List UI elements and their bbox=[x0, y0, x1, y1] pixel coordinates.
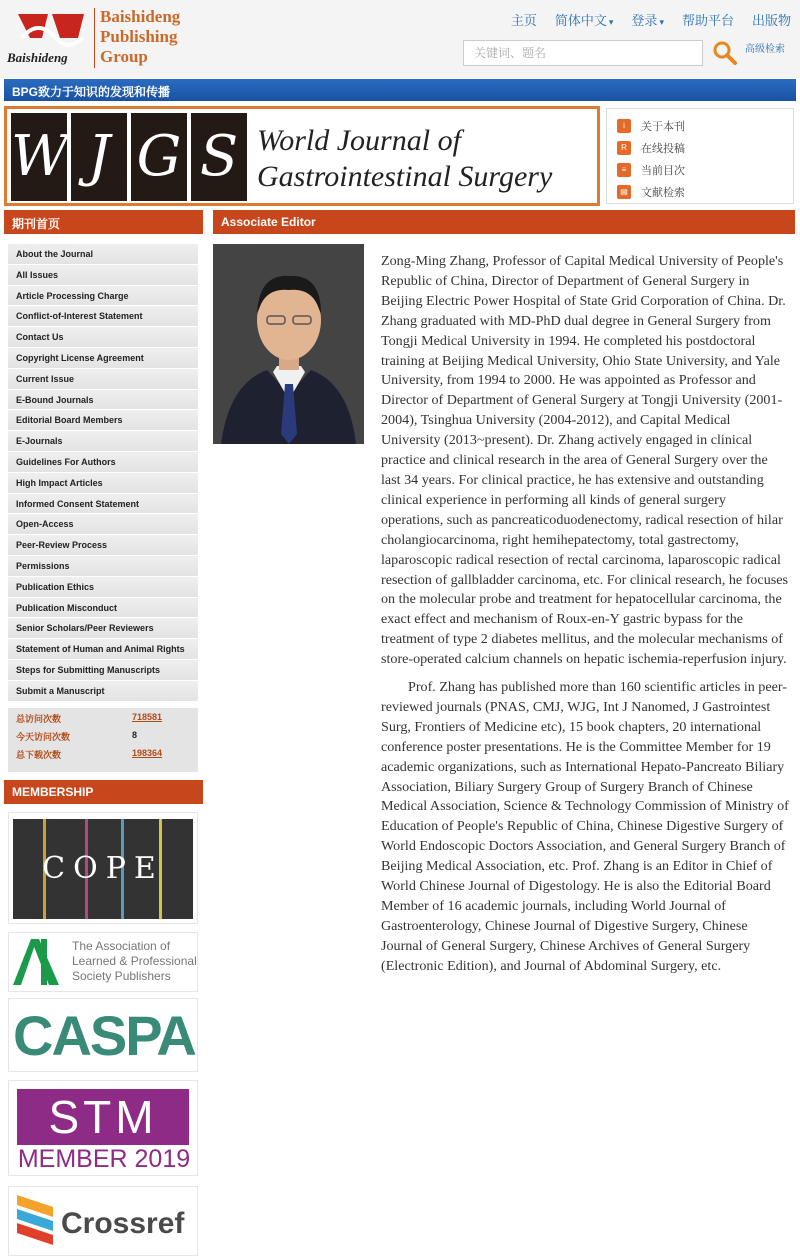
quick-link-label: 在线投稿 bbox=[641, 143, 685, 155]
sidebar-item[interactable]: Contact Us bbox=[8, 327, 198, 348]
stm-member-year: MEMBER 2019 bbox=[17, 1145, 191, 1173]
publisher-name-line: Publishing bbox=[100, 27, 178, 46]
quick-link-contents[interactable] bbox=[617, 159, 783, 181]
caspa-text: CASPA bbox=[13, 1004, 195, 1067]
editor-portrait-icon bbox=[213, 244, 364, 444]
nav-home[interactable] bbox=[511, 10, 537, 29]
publisher-name-line: Group bbox=[100, 47, 148, 66]
visit-stats bbox=[8, 708, 198, 772]
journal-title bbox=[257, 123, 552, 195]
sidebar-item[interactable]: Steps for Submitting Manuscripts bbox=[8, 660, 198, 681]
stat-value[interactable]: 718581 bbox=[132, 712, 163, 722]
alpsp-logo[interactable] bbox=[8, 932, 198, 992]
editor-photo bbox=[213, 244, 364, 444]
stat-label: 今天访问次数 bbox=[16, 732, 71, 742]
crossref-mark-icon bbox=[13, 1195, 57, 1249]
search-icon[interactable] bbox=[712, 40, 738, 66]
quick-link-about[interactable] bbox=[617, 115, 783, 137]
top-nav bbox=[502, 10, 800, 29]
membership-header: MEMBERSHIP bbox=[4, 780, 203, 804]
journal-title-line1: World Journal of bbox=[257, 124, 461, 157]
alpsp-text bbox=[72, 939, 197, 984]
info-icon: i bbox=[617, 119, 631, 133]
logo-wordmark: Baishideng bbox=[7, 50, 68, 65]
quick-link-label: 关于本刊 bbox=[641, 121, 685, 133]
sidebar-item[interactable]: Peer-Review Process bbox=[8, 535, 198, 556]
sidebar-item[interactable]: Senior Scholars/Peer Reviewers bbox=[8, 618, 198, 639]
sidebar-item[interactable]: Submit a Manuscript bbox=[8, 681, 198, 702]
banner-letter: G bbox=[131, 113, 187, 201]
main-header: Associate Editor bbox=[213, 210, 795, 234]
banner-letter: J bbox=[71, 113, 127, 201]
stat-value[interactable]: 198364 bbox=[132, 748, 163, 758]
cope-logo[interactable] bbox=[8, 812, 198, 924]
crossref-text: Crossref bbox=[61, 1207, 185, 1240]
journal-quick-links bbox=[606, 108, 794, 204]
sidebar-item[interactable]: E-Bound Journals bbox=[8, 390, 198, 411]
sidebar-item[interactable]: E-Journals bbox=[8, 431, 198, 452]
sidebar-item[interactable]: Copyright License Agreement bbox=[8, 348, 198, 369]
nav-label: 登录 bbox=[631, 13, 658, 28]
bio-paragraph: Prof. Zhang has published more than 160 scientific articles in peer-reviewed journals (PNAS, CMJ, WJG, Int J Nanomed, J Gastrointest Surg, Frontiers of Medicine etc), 15 book chapters, 20 international conference poster presentations. He is the Committee Member for 19 academic organizations, such as International Hepato-Pancreato Biliary Association, Biliary Surgery Group of Surgery Branch of Chinese Medical Association, Science & Technology Commission of Ministry of Education of People's Republic of China, Chinese Digestive Surgery of World Endoscopic Doctors Association, and General Surgery Branch of Beijing Medical Association, etc. Prof. Zhang is an Editor in Chief of World Chinese Journal of Digestology. He is also the Editorial Board Member of 16 academic journals, including World Journal of Gastroenterology, Chinese Journal of Digestive Surgery, Chinese Journal of General Surgery, Chinese Archives of General Surgery (Electronic Edition), and Journal of Abdominal Surgery, etc. bbox=[381, 679, 789, 974]
caspa-logo[interactable] bbox=[8, 998, 198, 1072]
publisher-name-line: Baishideng bbox=[100, 7, 181, 26]
nav-publications[interactable] bbox=[752, 10, 791, 29]
nav-label: 简体中文 bbox=[554, 13, 607, 28]
sidebar-item[interactable]: All Issues bbox=[8, 265, 198, 286]
editor-bio bbox=[381, 252, 789, 985]
quick-link-search[interactable] bbox=[617, 181, 783, 203]
alpsp-mark-icon bbox=[13, 939, 63, 985]
stat-row bbox=[16, 748, 190, 766]
cope-text: COPE bbox=[42, 851, 164, 886]
quick-link-label: 当前目次 bbox=[641, 165, 685, 177]
sidebar-item[interactable]: Open-Access bbox=[8, 514, 198, 535]
journal-title-line2: Gastrointestinal Surgery bbox=[257, 160, 553, 193]
search-input[interactable] bbox=[463, 40, 703, 66]
sidebar-item[interactable]: Article Processing Charge bbox=[8, 286, 198, 307]
bio-paragraph: Zong-Ming Zhang, Professor of Capital Medical University of People's Republic of China, Director of Department of General Surgery in Beijing Electric Power Hospital of State Grid Corporation of China. Dr. Zhang graduated with MD-PhD dual degree in General Surgery from Tongji Medical University in 1994. He completed his postdoctoral training at Beijing Medical University, Ohio State University, and Yale University, from 1994 to 2000. He was appointed as Professor and Director of Department of General Surgery at Tongji University (2001-2004), Tsinghua University (2004-2012), and Capital Medical University (2013~present). Dr. Zhang actively engaged in clinical practice and clinical research in the area of General Surgery over the last 34 years. For clinical practice, he has extensive and outstanding clinical experience in performing all kinds of general surgery operations, such as pancreaticoduodenectomy, radical resection of hilar cholangiocarcinoma, right hemihepatectomy, total gastrectomy, laparoscopic radical resection of rectal carcinoma, laparoscopic radical resection of gallbladder carcinoma, etc. For clinical research, he focuses on the molecular probe and treatment for hepatocellular carcinoma, the exact effect and mechanism of Roux-en-Y gastric bypass for the treatment of type 2 diabetes mellitus, and the molecular mechanisms of store-operated calcium channels on hepatic ischemia-reperfusion injury. bbox=[381, 253, 788, 668]
alpsp-line: Learned & Professional bbox=[72, 954, 197, 968]
banner-letter: W bbox=[11, 113, 67, 201]
stat-row bbox=[16, 712, 190, 730]
sidebar-item[interactable]: Statement of Human and Animal Rights bbox=[8, 639, 198, 660]
nav-login[interactable] bbox=[631, 10, 664, 29]
sidebar-item[interactable]: Permissions bbox=[8, 556, 198, 577]
crossref-logo[interactable] bbox=[8, 1186, 198, 1256]
contents-icon: ≡ bbox=[617, 163, 631, 177]
stat-value: 8 bbox=[132, 730, 138, 740]
caret-down-icon: ▾ bbox=[659, 17, 664, 27]
sidebar-item[interactable]: High Impact Articles bbox=[8, 473, 198, 494]
journal-banner[interactable] bbox=[4, 106, 600, 206]
site-header bbox=[0, 0, 800, 78]
stat-label: 总访问次数 bbox=[16, 714, 62, 724]
nav-label: 主页 bbox=[510, 13, 537, 28]
stm-text: STM bbox=[17, 1089, 189, 1145]
banner-letter: S bbox=[191, 113, 247, 201]
logo-divider bbox=[94, 8, 95, 68]
sidebar-header: 期刊首页 bbox=[4, 210, 203, 234]
submit-icon: R bbox=[617, 141, 631, 155]
stm-logo[interactable] bbox=[8, 1080, 198, 1176]
alpsp-line: The Association of bbox=[72, 939, 171, 953]
alpsp-line: Society Publishers bbox=[72, 969, 171, 983]
publisher-name[interactable] bbox=[100, 7, 180, 67]
sidebar-item[interactable]: About the Journal bbox=[8, 244, 198, 265]
caret-down-icon: ▾ bbox=[608, 17, 614, 27]
sidebar-item[interactable]: Conflict-of-Interest Statement bbox=[8, 306, 198, 327]
sidebar-item[interactable]: Current Issue bbox=[8, 369, 198, 390]
sidebar-item[interactable]: Publication Misconduct bbox=[8, 598, 198, 619]
nav-label: 帮助平台 bbox=[681, 13, 734, 28]
sidebar-item[interactable]: Guidelines For Authors bbox=[8, 452, 198, 473]
nav-help[interactable] bbox=[682, 10, 734, 29]
nav-label: 出版物 bbox=[751, 13, 791, 28]
sidebar-item[interactable]: Informed Consent Statement bbox=[8, 494, 198, 515]
sidebar-menu bbox=[8, 244, 198, 702]
quick-link-submit[interactable] bbox=[617, 137, 783, 159]
cope-logo-panel bbox=[13, 819, 193, 919]
sidebar-item[interactable]: Publication Ethics bbox=[8, 577, 198, 598]
search-doc-icon: ▤ bbox=[617, 185, 631, 199]
stat-row bbox=[16, 730, 190, 748]
nav-language[interactable] bbox=[555, 10, 614, 29]
advanced-search-link[interactable]: 高级检索 bbox=[745, 44, 785, 55]
sidebar-item[interactable]: Editorial Board Members bbox=[8, 410, 198, 431]
slogan-bar: BPG致力于知识的发现和传播 bbox=[4, 79, 796, 101]
quick-link-label: 文献检索 bbox=[641, 187, 685, 199]
stat-label: 总下载次数 bbox=[16, 750, 62, 760]
